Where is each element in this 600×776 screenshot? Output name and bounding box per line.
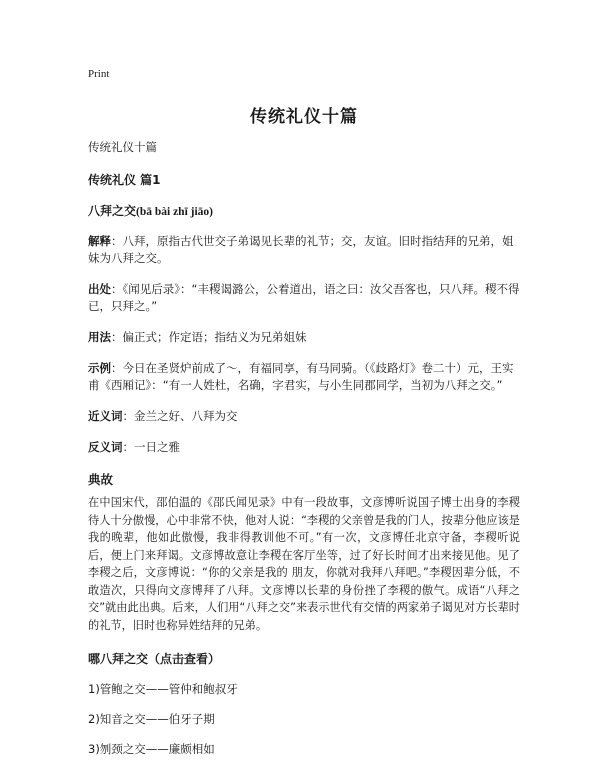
entry-usage — [88, 329, 520, 346]
idiom-word: 八拜之交 — [88, 204, 137, 218]
entry-label: 出处 — [88, 282, 111, 296]
idiom-pinyin: (bā bài zhī jiāo) — [136, 206, 214, 218]
print-link[interactable]: Print — [88, 68, 110, 80]
document-title: 传统礼仪十篇 — [250, 107, 358, 127]
entry-label: 近义词 — [88, 409, 123, 423]
entry-label: 示例 — [88, 361, 111, 375]
entry-text: ：偏正式；作定语；指结义为兄弟姐妹 — [111, 330, 307, 344]
entry-label: 用法 — [88, 330, 111, 344]
entry-text: ：一日之雅 — [122, 440, 180, 454]
list-item: 1)管鲍之交——管仲和鲍叔牙 — [88, 682, 238, 696]
entry-source — [88, 281, 520, 315]
entry-example — [88, 360, 520, 394]
entry-label: 解释 — [88, 234, 111, 248]
entry-explanation — [88, 233, 520, 267]
list-title-link[interactable]: 哪八拜之交（点击查看） — [88, 652, 221, 666]
entry-antonyms — [88, 439, 520, 456]
list-item: 3)刎颈之交——廉颇相如 — [88, 742, 215, 756]
entry-label: 反义词 — [88, 440, 123, 454]
document-page — [88, 68, 520, 757]
entry-synonyms — [88, 408, 520, 425]
document-subtitle: 传统礼仪十篇 — [88, 140, 157, 154]
entry-text: ：金兰之好、八拜为交 — [122, 409, 238, 423]
idiom-heading — [88, 202, 520, 219]
list-item: 2)知音之交——伯牙子期 — [88, 712, 215, 726]
story-paragraph: 在中国宋代，邵伯温的《邵氏闻见录》中有一段故事，文彦博听说国子博士出身的李稷待人十分傲慢，心中非常不快，他对人说：“李稷的父亲曾是我的门人，按辈分他应该是我的晚辈，他如此傲慢，我非得教训他不可。”有一次，文彦博任北京守备，李稷听说后，便上门来拜谒。文彦博故意让李稷在客厅坐等，过了好长时间才出来接见他。见了李稷之后，文彦博说：“你的父亲是我的 朋友，你就对我拜八拜吧。”李稷因辈分低，不敢造次，只得向文彦博拜了八拜。文彦博以长辈的身份挫了李稷的傲气。成语“八拜之交”就由此出典。后来，人们用“八拜之交”来表示世代有交情的两家弟子谒见对方长辈时的礼节，旧时也称异姓结拜的兄弟。 — [88, 496, 520, 632]
entry-text: ：《闻见后录》：“丰稷谒潞公，公着道出，语之曰：汝父吾客也，只八拜。稷不得已，只拜之。” — [88, 282, 520, 313]
entry-text: ：八拜，原指古代世交子弟谒见长辈的礼节；交，友谊。旧时指结拜的兄弟，姐妹为八拜之交。 — [88, 234, 514, 265]
story-title: 典故 — [88, 472, 114, 487]
entry-text: ：今日在圣贤炉前成了～，有福同享，有马同骑。（《歧路灯》卷二十）元，王实甫《西厢记》：“有一人姓杜，名确，字君实，与小生同郡同学，当初为八拜之交。” — [88, 361, 514, 392]
section-title: 传统礼仪 篇1 — [88, 173, 161, 187]
